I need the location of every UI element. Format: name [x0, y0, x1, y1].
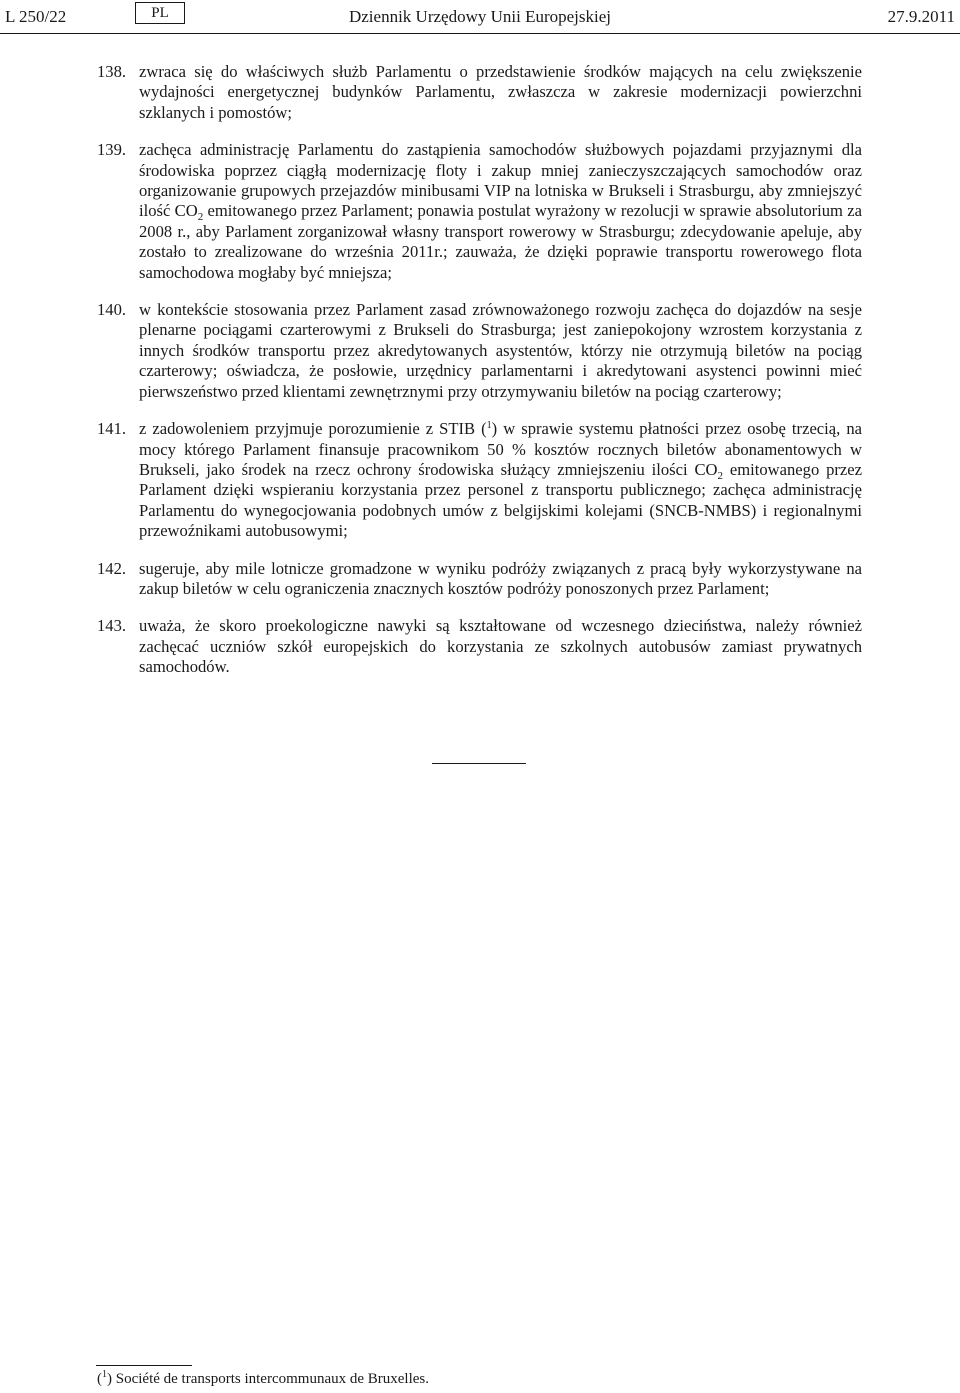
paragraph-text: w kontekście stosowania przez Parlament zasad zrównoważonego rozwoju zachęca do dojazdów na sesje plenarne pociągami czarterowymi z Brukseli do Strasburga; jest zaniepokojony wzrostem korzystania z innych środków transportu przez akredytowanych asystentów, którzy nie otrzymują biletów na pociąg czarterowy; oświadcza, że posłowie, urzędnicy parlamentarni i akredytowani asystenci powinni mieć pierwszeństwo przed klientami zewnętrznymi przy otrzymywaniu biletów na pociąg czarterowy; [139, 300, 862, 401]
footnote [97, 1370, 429, 1388]
paragraph-138 [97, 62, 862, 123]
page-header [0, 0, 960, 33]
footnote-paren: ( [97, 1371, 102, 1387]
end-of-section-rule [432, 763, 526, 764]
header-rule [0, 33, 960, 34]
paragraph-text: zwraca się do właściwych służb Parlamentu o przedstawienie środków mających na celu zwiększenie wydajności energetycznej budynków Parlamentu, zwłaszcza w zakresie modernizacji powierzchni szklanych i pomostów; [139, 62, 862, 122]
paragraph-text: uważa, że skoro proekologiczne nawyki są kształtowane od wczesnego dzieciństwa, należy również zachęcać uczniów szkół europejskich do korzystania ze szkolnych autobusów zamiast prywatnych samochodów. [139, 616, 862, 677]
paragraph-text: sugeruje, aby mile lotnicze gromadzone w wyniku podróży związanych z pracą były wykorzystywane na zakup biletów w celu ograniczenia znacznych kosztów podróży ponoszonych przez Parlament; [139, 558, 862, 598]
paragraph-141 [97, 419, 862, 541]
language-badge: PL [135, 2, 185, 24]
paragraph-number: 140. [97, 300, 127, 320]
paragraph-140 [97, 300, 862, 402]
footnote-reference[interactable]: 1 [486, 420, 492, 432]
paragraph-142 [97, 559, 862, 600]
footnote-marker: 1 [102, 1369, 107, 1380]
paragraph-number: 141. [97, 419, 127, 439]
co2-subscript: 2 [197, 211, 204, 224]
footnote-text: Société de transports intercommunaux de Bruxelles. [112, 1371, 429, 1387]
footnote-separator [96, 1365, 192, 1366]
page-reference: L 250/22 [5, 7, 67, 26]
paragraph-number: 142. [97, 558, 127, 578]
paragraph-139 [97, 140, 862, 283]
text-segment: emitowanego przez Parlament; ponawia postulat wyrażony w rezolucji w sprawie absolutorium za 2008 r., aby Parlament zorganizował własny transport rowerowy w Strasburgu; zdecydowanie apeluje, aby zostało to zrealizowane do września 2011r.; zauważa, że dzięki poprawie transportu rowerowego flota samochodowa mogłaby być mniejsza; [139, 201, 862, 282]
publication-date: 27.9.2011 [887, 7, 955, 26]
paragraph-text [139, 140, 862, 283]
paragraph-143 [97, 616, 862, 677]
paragraph-number: 139. [97, 140, 127, 160]
co2-subscript: 2 [717, 469, 724, 482]
text-segment: ) w sprawie systemu płatności przez osobę trzecią, na mocy którego Parlament finansuje pracownikom 50 % kosztów rocznych biletów abonamentowych w Brukseli, jako środek na rzecz ochrony środowiska służący zmniejszeniu ilości CO [139, 419, 862, 479]
text-segment: zachęca administrację Parlamentu do zastąpienia samochodów służbowych pojazdami przyjaznymi dla środowiska poprzez ciągłą modernizację floty i zakup mniej zanieczyszczających samochodów oraz organizowanie grupowych przejazdów minibusami VIP na lotniska w Brukseli i Strasburgu, aby zmniejszyć ilość CO [139, 140, 862, 221]
journal-title: Dziennik Urzędowy Unii Europejskiej [348, 7, 611, 26]
paragraph-number: 138. [97, 62, 127, 81]
paragraph-text [139, 419, 862, 541]
text-segment: emitowanego przez Parlament dzięki wspieraniu korzystania przez personel z transportu publicznego; zachęca administrację Parlamentu do wynegocjowania podobnych umów z belgijskimi kolejami (SNCB-NMBS) i regionalnymi przewoźnikami autobusowymi; [139, 459, 863, 541]
numbered-paragraphs [97, 62, 862, 695]
paragraph-number: 143. [97, 616, 127, 636]
text-segment: z zadowoleniem przyjmuje porozumienie z STIB ( [139, 419, 487, 439]
footnote-paren: ) [107, 1371, 112, 1387]
